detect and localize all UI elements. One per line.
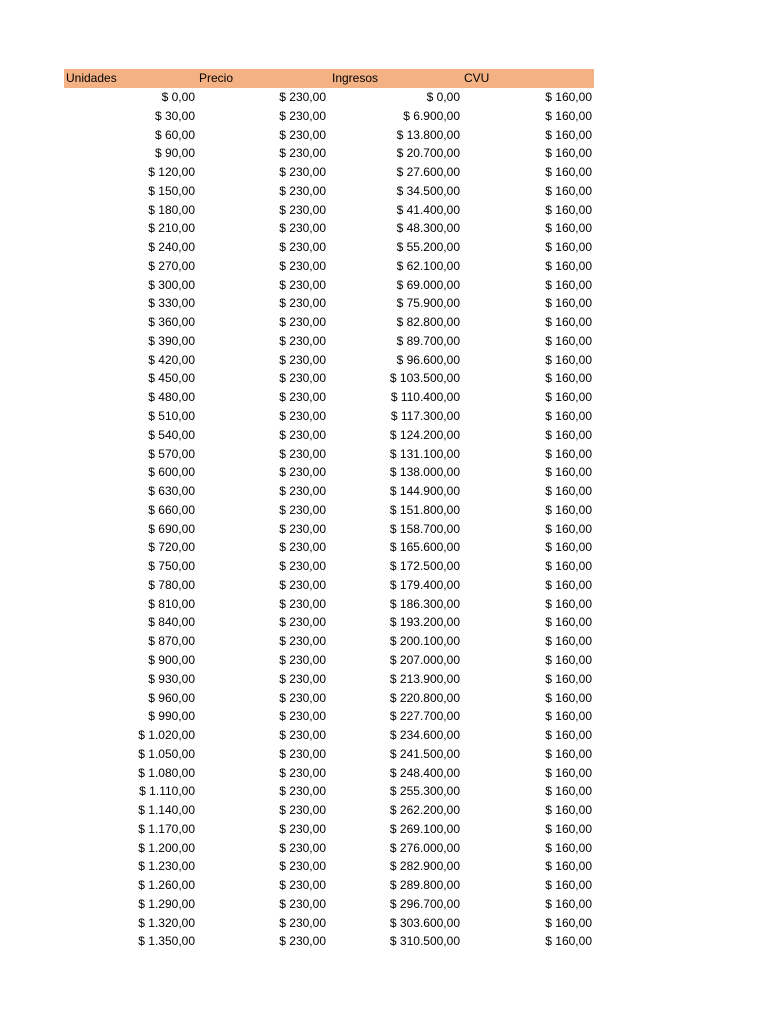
table-row	[64, 88, 594, 107]
cell-precio: $ 230,00	[279, 90, 326, 104]
cell-precio: $ 230,00	[279, 596, 326, 611]
cell-precio: $ 230,00	[279, 765, 326, 780]
cell-cvu: $ 160,00	[545, 446, 592, 461]
cell-cvu: $ 160,00	[545, 577, 592, 592]
cell-unidades: $ 630,00	[148, 484, 195, 499]
cell-cvu: $ 160,00	[545, 240, 592, 255]
cell-unidades: $ 1.020,00	[138, 728, 195, 743]
table-row	[64, 126, 594, 145]
cell-unidades: $ 240,00	[148, 240, 195, 255]
cell-unidades: $ 210,00	[148, 221, 195, 236]
cell-precio: $ 230,00	[279, 784, 326, 799]
cell-cvu: $ 160,00	[545, 878, 592, 893]
table-row	[64, 520, 594, 539]
cell-ingresos: $ 186.300,00	[389, 596, 460, 611]
cell-ingresos: $ 131.100,00	[389, 446, 460, 461]
cell-precio: $ 230,00	[279, 127, 326, 142]
table-row	[64, 107, 594, 126]
cell-ingresos: $ 255.300,00	[389, 784, 460, 799]
cell-unidades: $ 1.140,00	[138, 803, 195, 818]
cell-ingresos: $ 13.800,00	[396, 127, 460, 142]
cell-unidades: $ 450,00	[148, 371, 195, 386]
cell-cvu: $ 160,00	[545, 671, 592, 686]
table-row	[64, 501, 594, 520]
table-row	[64, 238, 594, 257]
cell-ingresos: $ 6.900,00	[403, 108, 460, 123]
cell-precio: $ 230,00	[279, 146, 326, 161]
cell-ingresos: $ 310.500,00	[389, 934, 460, 949]
cell-cvu: $ 160,00	[545, 709, 592, 724]
cell-precio: $ 230,00	[279, 634, 326, 649]
cell-ingresos: $ 165.600,00	[389, 540, 460, 555]
cell-cvu: $ 160,00	[545, 915, 592, 930]
cell-cvu: $ 160,00	[545, 409, 592, 424]
cell-ingresos: $ 20.700,00	[396, 146, 460, 161]
cell-precio: $ 230,00	[279, 840, 326, 855]
table-row	[64, 801, 594, 820]
cell-cvu: $ 160,00	[545, 784, 592, 799]
cell-ingresos: $ 269.100,00	[389, 821, 460, 836]
cell-ingresos: $ 289.800,00	[389, 878, 460, 893]
cell-unidades: $ 90,00	[154, 146, 195, 161]
table-row	[64, 670, 594, 689]
cell-unidades: $ 870,00	[148, 634, 195, 649]
table-row	[64, 445, 594, 464]
cell-ingresos: $ 303.600,00	[389, 915, 460, 930]
cell-cvu: $ 160,00	[545, 90, 592, 104]
cell-ingresos: $ 34.500,00	[396, 183, 460, 198]
table-row	[64, 782, 594, 801]
cell-cvu: $ 160,00	[545, 165, 592, 180]
cell-cvu: $ 160,00	[545, 127, 592, 142]
cell-ingresos: $ 220.800,00	[389, 690, 460, 705]
table-row	[64, 163, 594, 182]
cell-cvu: $ 160,00	[545, 484, 592, 499]
spreadsheet-table	[64, 69, 594, 951]
table-row	[64, 369, 594, 388]
cell-precio: $ 230,00	[279, 296, 326, 311]
table-row	[64, 388, 594, 407]
cell-unidades: $ 300,00	[148, 277, 195, 292]
cell-ingresos: $ 82.800,00	[396, 315, 460, 330]
cell-ingresos: $ 41.400,00	[396, 202, 460, 217]
cell-ingresos: $ 117.300,00	[390, 409, 460, 424]
cell-cvu: $ 160,00	[545, 652, 592, 667]
table-row	[64, 651, 594, 670]
cell-unidades: $ 120,00	[148, 165, 195, 180]
cell-unidades: $ 780,00	[148, 577, 195, 592]
cell-ingresos: $ 193.200,00	[389, 615, 460, 630]
cell-precio: $ 230,00	[279, 409, 326, 424]
cell-precio: $ 230,00	[279, 240, 326, 255]
cell-ingresos: $ 124.200,00	[389, 427, 460, 442]
cell-cvu: $ 160,00	[545, 427, 592, 442]
cell-ingresos: $ 27.600,00	[396, 165, 460, 180]
cell-cvu: $ 160,00	[545, 521, 592, 536]
table-row	[64, 839, 594, 858]
cell-cvu: $ 160,00	[545, 202, 592, 217]
cell-ingresos: $ 282.900,00	[389, 859, 460, 874]
cell-precio: $ 230,00	[279, 878, 326, 893]
cell-precio: $ 230,00	[279, 352, 326, 367]
header-ingresos: Ingresos	[332, 71, 379, 85]
cell-cvu: $ 160,00	[545, 728, 592, 743]
table-row	[64, 914, 594, 933]
cell-precio: $ 230,00	[279, 333, 326, 348]
cell-ingresos: $ 276.000,00	[389, 840, 460, 855]
table-row	[64, 857, 594, 876]
cell-ingresos: $ 138.000,00	[389, 465, 460, 480]
cell-unidades: $ 840,00	[148, 615, 195, 630]
table-row	[64, 463, 594, 482]
table-row	[64, 876, 594, 895]
cell-unidades: $ 180,00	[148, 202, 195, 217]
cell-precio: $ 230,00	[279, 746, 326, 761]
cell-unidades: $ 60,00	[154, 127, 195, 142]
table-row	[64, 745, 594, 764]
cell-ingresos: $ 69.000,00	[396, 277, 460, 292]
cell-unidades: $ 570,00	[148, 446, 195, 461]
cell-precio: $ 230,00	[279, 934, 326, 949]
cell-ingresos: $ 200.100,00	[389, 634, 460, 649]
cell-unidades: $ 1.260,00	[138, 878, 195, 893]
cell-unidades: $ 900,00	[148, 652, 195, 667]
cell-ingresos: $ 296.700,00	[389, 896, 460, 911]
cell-precio: $ 230,00	[279, 521, 326, 536]
cell-cvu: $ 160,00	[545, 315, 592, 330]
cell-cvu: $ 160,00	[545, 183, 592, 198]
table-row	[64, 426, 594, 445]
table-row	[64, 332, 594, 351]
cell-precio: $ 230,00	[279, 465, 326, 480]
cell-unidades: $ 1.110,00	[139, 784, 195, 799]
cell-ingresos: $ 241.500,00	[389, 746, 460, 761]
cell-cvu: $ 160,00	[545, 333, 592, 348]
cell-unidades: $ 600,00	[148, 465, 195, 480]
cell-precio: $ 230,00	[279, 427, 326, 442]
cell-unidades: $ 660,00	[148, 502, 195, 517]
cell-precio: $ 230,00	[279, 652, 326, 667]
header-row	[64, 69, 594, 88]
cell-cvu: $ 160,00	[545, 559, 592, 574]
cell-ingresos: $ 75.900,00	[396, 296, 460, 311]
cell-unidades: $ 690,00	[148, 521, 195, 536]
cell-precio: $ 230,00	[279, 277, 326, 292]
cell-precio: $ 230,00	[279, 540, 326, 555]
table-row	[64, 576, 594, 595]
cell-unidades: $ 810,00	[148, 596, 195, 611]
cell-cvu: $ 160,00	[545, 108, 592, 123]
cell-precio: $ 230,00	[279, 202, 326, 217]
cell-ingresos: $ 207.000,00	[389, 652, 460, 667]
cell-ingresos: $ 151.800,00	[389, 502, 460, 517]
cell-precio: $ 230,00	[279, 258, 326, 273]
cell-cvu: $ 160,00	[545, 502, 592, 517]
cell-unidades: $ 1.320,00	[138, 915, 195, 930]
cell-ingresos: $ 248.400,00	[389, 765, 460, 780]
table-row	[64, 182, 594, 201]
cell-ingresos: $ 0,00	[426, 90, 460, 104]
cell-precio: $ 230,00	[279, 315, 326, 330]
cell-cvu: $ 160,00	[545, 840, 592, 855]
cell-unidades: $ 270,00	[148, 258, 195, 273]
cell-cvu: $ 160,00	[545, 634, 592, 649]
cell-precio: $ 230,00	[279, 183, 326, 198]
cell-unidades: $ 1.200,00	[138, 840, 195, 855]
cell-precio: $ 230,00	[279, 821, 326, 836]
cell-ingresos: $ 144.900,00	[389, 484, 460, 499]
cell-precio: $ 230,00	[279, 915, 326, 930]
table-row	[64, 707, 594, 726]
table-row	[64, 313, 594, 332]
cell-precio: $ 230,00	[279, 615, 326, 630]
table-row	[64, 219, 594, 238]
cell-unidades: $ 1.350,00	[138, 934, 195, 949]
cell-cvu: $ 160,00	[545, 896, 592, 911]
cell-ingresos: $ 110.400,00	[390, 390, 460, 405]
cell-unidades: $ 330,00	[148, 296, 195, 311]
cell-precio: $ 230,00	[279, 690, 326, 705]
table-row	[64, 726, 594, 745]
cell-unidades: $ 420,00	[148, 352, 195, 367]
cell-precio: $ 230,00	[279, 728, 326, 743]
table-row	[64, 895, 594, 914]
cell-cvu: $ 160,00	[545, 821, 592, 836]
cell-cvu: $ 160,00	[545, 146, 592, 161]
table-row	[64, 632, 594, 651]
table-row	[64, 257, 594, 276]
cell-cvu: $ 160,00	[545, 596, 592, 611]
cell-unidades: $ 540,00	[148, 427, 195, 442]
cell-unidades: $ 390,00	[148, 333, 195, 348]
cell-unidades: $ 720,00	[148, 540, 195, 555]
cell-precio: $ 230,00	[279, 371, 326, 386]
header-unidades: Unidades	[66, 71, 117, 85]
cell-cvu: $ 160,00	[545, 221, 592, 236]
cell-cvu: $ 160,00	[545, 277, 592, 292]
cell-cvu: $ 160,00	[545, 296, 592, 311]
cell-precio: $ 230,00	[279, 559, 326, 574]
header-precio: Precio	[199, 71, 234, 85]
cell-precio: $ 230,00	[279, 896, 326, 911]
table-row	[64, 689, 594, 708]
cell-ingresos: $ 172.500,00	[389, 559, 460, 574]
cell-unidades: $ 1.230,00	[138, 859, 195, 874]
table-row	[64, 613, 594, 632]
cell-precio: $ 230,00	[279, 709, 326, 724]
table-row	[64, 932, 594, 951]
cell-ingresos: $ 262.200,00	[389, 803, 460, 818]
cell-unidades: $ 480,00	[148, 390, 195, 405]
cell-unidades: $ 930,00	[148, 671, 195, 686]
table-row	[64, 595, 594, 614]
cell-cvu: $ 160,00	[545, 934, 592, 949]
cell-unidades: $ 0,00	[161, 90, 195, 104]
table-row	[64, 144, 594, 163]
cell-ingresos: $ 213.900,00	[389, 671, 460, 686]
table-row	[64, 276, 594, 295]
cell-precio: $ 230,00	[279, 108, 326, 123]
cell-precio: $ 230,00	[279, 165, 326, 180]
cell-ingresos: $ 103.500,00	[389, 371, 460, 386]
cell-ingresos: $ 158.700,00	[389, 521, 460, 536]
cell-unidades: $ 150,00	[148, 183, 195, 198]
cell-precio: $ 230,00	[279, 221, 326, 236]
cell-cvu: $ 160,00	[545, 352, 592, 367]
table-row	[64, 294, 594, 313]
table-row	[64, 538, 594, 557]
cell-ingresos: $ 96.600,00	[396, 352, 460, 367]
cell-cvu: $ 160,00	[545, 371, 592, 386]
cell-cvu: $ 160,00	[545, 746, 592, 761]
cell-ingresos: $ 234.600,00	[389, 728, 460, 743]
table-row	[64, 764, 594, 783]
cell-precio: $ 230,00	[279, 484, 326, 499]
cell-unidades: $ 750,00	[148, 559, 195, 574]
cell-unidades: $ 30,00	[154, 108, 195, 123]
cell-precio: $ 230,00	[279, 803, 326, 818]
table-row	[64, 407, 594, 426]
cell-unidades: $ 1.170,00	[138, 821, 195, 836]
cell-unidades: $ 510,00	[148, 409, 195, 424]
cell-precio: $ 230,00	[279, 446, 326, 461]
cell-ingresos: $ 227.700,00	[389, 709, 460, 724]
cell-unidades: $ 1.050,00	[138, 746, 195, 761]
table-row	[64, 351, 594, 370]
table-row	[64, 820, 594, 839]
cell-cvu: $ 160,00	[545, 465, 592, 480]
cell-cvu: $ 160,00	[545, 859, 592, 874]
cell-ingresos: $ 179.400,00	[389, 577, 460, 592]
table-body	[64, 88, 594, 951]
cell-cvu: $ 160,00	[545, 258, 592, 273]
table-row	[64, 201, 594, 220]
cell-cvu: $ 160,00	[545, 803, 592, 818]
cell-ingresos: $ 48.300,00	[396, 221, 460, 236]
cell-cvu: $ 160,00	[545, 690, 592, 705]
table-row	[64, 482, 594, 501]
cell-ingresos: $ 62.100,00	[396, 258, 460, 273]
header-cvu: CVU	[464, 71, 490, 85]
cell-unidades: $ 1.290,00	[138, 896, 195, 911]
cell-cvu: $ 160,00	[545, 390, 592, 405]
cell-cvu: $ 160,00	[545, 540, 592, 555]
cell-cvu: $ 160,00	[545, 615, 592, 630]
cell-precio: $ 230,00	[279, 859, 326, 874]
cell-unidades: $ 360,00	[148, 315, 195, 330]
cell-ingresos: $ 55.200,00	[396, 240, 460, 255]
table-row	[64, 557, 594, 576]
cell-cvu: $ 160,00	[545, 765, 592, 780]
cell-ingresos: $ 89.700,00	[396, 333, 460, 348]
cell-unidades: $ 1.080,00	[138, 765, 195, 780]
cell-precio: $ 230,00	[279, 502, 326, 517]
cell-unidades: $ 990,00	[148, 709, 195, 724]
cell-precio: $ 230,00	[279, 577, 326, 592]
cell-unidades: $ 960,00	[148, 690, 195, 705]
cell-precio: $ 230,00	[279, 671, 326, 686]
cell-precio: $ 230,00	[279, 390, 326, 405]
